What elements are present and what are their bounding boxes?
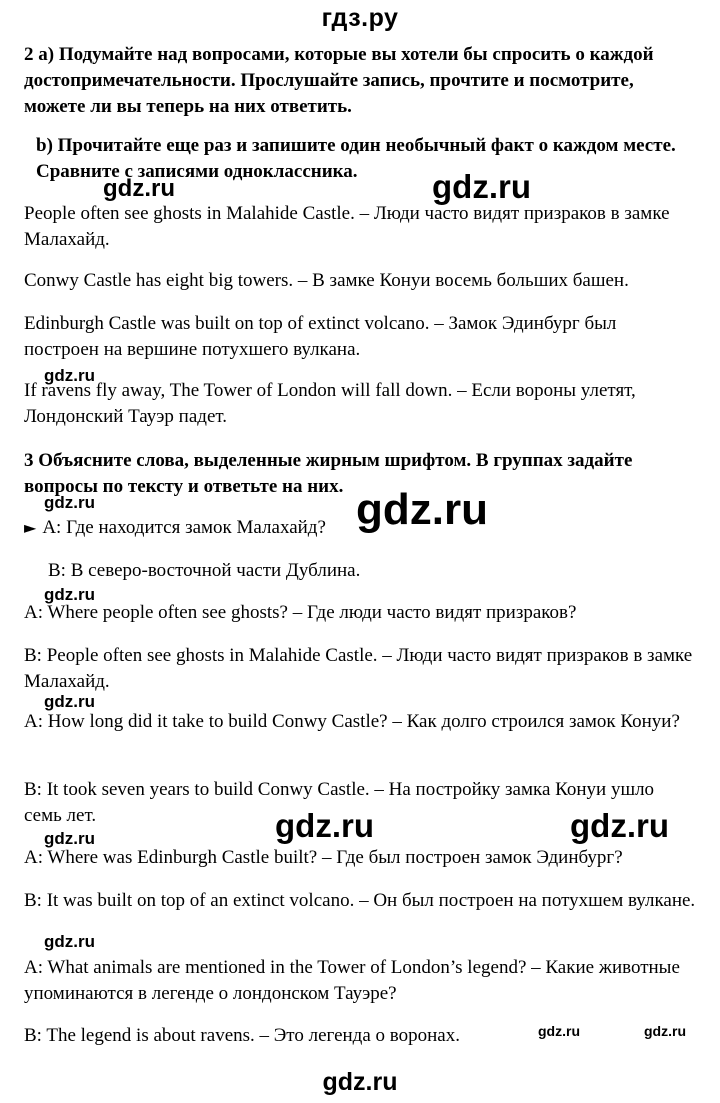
dialogue-line: A: How long did it take to build Conwy Castle? – Как долго строился замок Конуи? [24,711,680,732]
dialogue-line: A: Where people often see ghosts? – Где люди часто видят призраков? [24,602,577,623]
site-footer: gdz.ru [322,1068,398,1096]
dialogue-line: A: What animals are mentioned in the Tower of London’s legend? – Какие животные упоминаются в легенде о лондонском Тауэре? [24,957,680,1004]
arrow-marker-icon: ► [24,518,37,537]
task-2a-instruction: 2 а) Подумайте над вопросами, которые вы хотели бы спросить о каждой достопримечательности. Прослушайте запись, прочтите и посмотрите, можете ли вы теперь на них ответить. [24,44,654,117]
fact-conwy: Conwy Castle has eight big towers. – В замке Конуи восемь больших башен. [24,270,629,291]
example-question-text: A: Где находится замок Малахайд? [42,517,326,538]
watermark: gdz.ru [44,366,95,385]
watermark: gdz.ru [44,692,95,711]
dialogue-line: A: Where was Edinburgh Castle built? – Где был построен замок Эдинбург? [24,847,623,868]
fact-tower: If ravens fly away, The Tower of London will fall down. – Если вороны улетят, Лондонский Тауэр падет. [24,380,636,427]
dialogue-line: B: It was built on top of an extinct volcano. – Он был построен на потухшем вулкане. [24,890,696,911]
watermark: gdz.ru [644,1023,686,1039]
watermark: gdz.ru [103,175,175,202]
fact-malahide: People often see ghosts in Malahide Castle. – Люди часто видят призраков в замке Малахайд. [24,203,670,250]
watermark: gdz.ru [570,807,669,844]
task-2b-instruction: b) Прочитайте еще раз и запишите один необычный факт о каждом месте. Сравните с записями одноклассника. [36,135,676,182]
watermark: gdz.ru [275,807,374,844]
fact-edinburgh: Edinburgh Castle was built on top of extinct volcano. – Замок Эдинбург был построен на вершине потухшего вулкана. [24,313,617,360]
watermark: gdz.ru [44,829,95,848]
dialogue-line: B: People often see ghosts in Malahide Castle. – Люди часто видят призраков в замке Малахайд. [24,645,693,692]
watermark: gdz.ru [44,585,95,604]
watermark: gdz.ru [432,168,531,205]
watermark: gdz.ru [356,485,488,534]
dialogue-line: B: It took seven years to build Conwy Castle. – На постройку замка Конуи ушло семь лет. [24,779,655,826]
task-3-instruction: 3 Объясните слова, выделенные жирным шрифтом. В группах задайте вопросы по тексту и ответьте на них. [24,450,633,497]
watermark: gdz.ru [44,493,95,512]
watermark: gdz.ru [44,932,95,951]
dialogue-line: B: The legend is about ravens. – Это легенда о воронах. [24,1025,460,1046]
example-answer: B: В северо-восточной части Дублина. [48,560,361,581]
watermark: gdz.ru [538,1023,580,1039]
site-header: гдз.ру [321,4,399,32]
